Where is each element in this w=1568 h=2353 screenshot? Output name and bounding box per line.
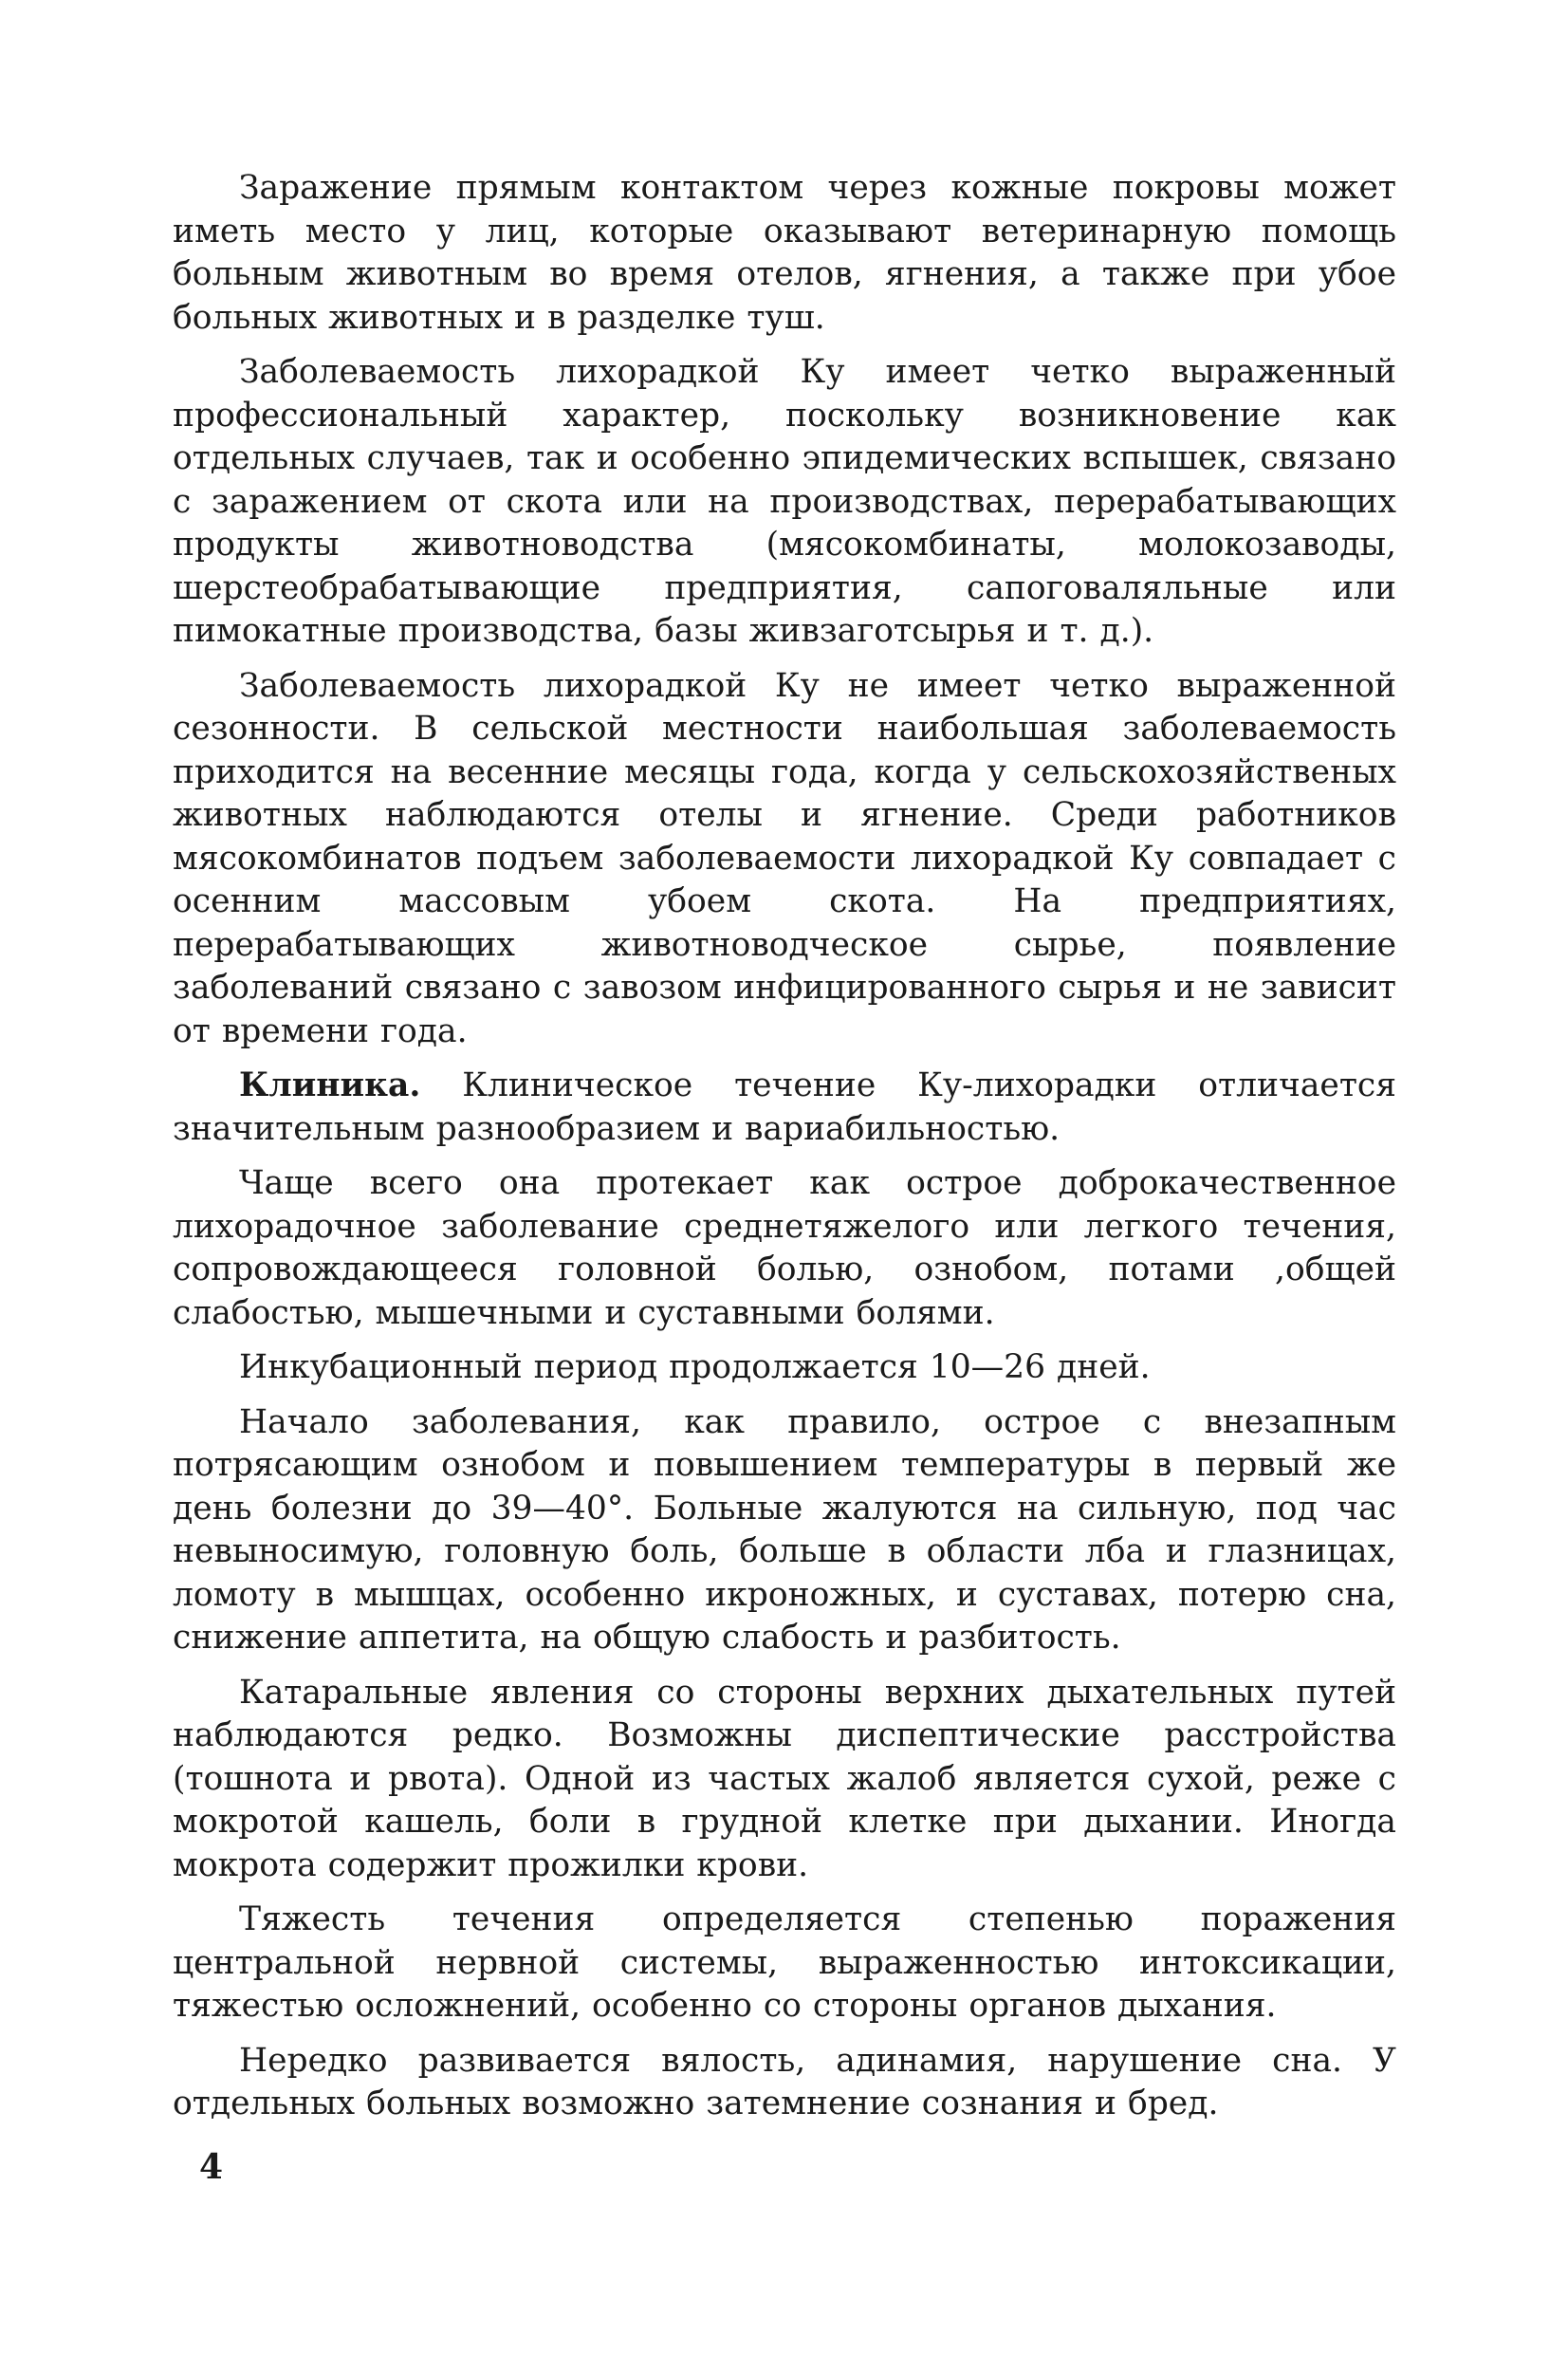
paragraph-severity: Тяжесть течения определяется степенью поражения центральной нервной системы, выраженностью интоксикации, тяжестью осложнений, особенно со стороны органов дыхания. (173, 1900, 1396, 2025)
paragraph-acute-course: Чаще всего она протекает как острое доброкачественное лихорадочное заболевание среднетяжелого или легкого течения, сопровождающееся головной болью, ознобом, потами ,общей слабостью, мышечными и суставными болями. (173, 1164, 1396, 1332)
page-body (173, 167, 1396, 2138)
paragraph-infection-contact: Заражение прямым контактом через кожные покровы может иметь место у лиц, которые оказывают ветеринарную помощь больным животным во время отелов, ягнения, а также при убое больных животных и в разделке туш. (173, 169, 1396, 337)
paragraph-lethargy: Нередко развивается вялость, адинамия, нарушение сна. У отдельных больных возможно затемнение сознания и бред. (173, 2041, 1396, 2122)
paragraph-seasonality: Заболеваемость лихорадкой Ку не имеет четко выраженной сезонности. В сельской местности наибольшая заболеваемость приходится на весенние месяцы года, когда у сельскохозяйственых животных наблюдаются отелы и ягнение. Среди работников мясокомбинатов подъем заболеваемости лихорадкой Ку совпадает с осенним массовым убоем скота. На предприятиях, перерабатывающих животноводческое сырье, появление заболеваний связано с завозом инфицированного сырья и не зависит от времени года. (173, 666, 1396, 1050)
paragraph-occupational-character: Заболеваемость лихорадкой Ку имеет четко выраженный профессиональный характер, поскольку возникновение как отдельных случаев, так и особенно эпидемических вспышек, связано с заражением от скота или на производствах, перерабатывающих продукты животноводства (мясокомбинаты, молокозаводы, шерстеобрабатывающие предприятия, сапоговаляльные или пимокатные производства, базы живзаготсырья и т. д.). (173, 353, 1396, 650)
paragraph-incubation: Инкубационный период продолжается 10—26 дней. (239, 1348, 1151, 1386)
paragraph-clinic-text: Клиническое течение Ку-лихорадки отличается значительным разнообразием и вариабильностью. (173, 1066, 1396, 1148)
page-number: 4 (199, 2147, 224, 2187)
paragraph-catarrhal: Катаральные явления со стороны верхних дыхательных путей наблюдаются редко. Возможны диспептические расстройства (тошнота и рвота). Одной из частых жалоб является сухой, реже с мокротой кашель, боли в грудной клетке при дыхании. Иногда мокрота содержит прожилки крови. (173, 1673, 1396, 1884)
section-heading-clinic: Клиника. (239, 1066, 421, 1104)
paragraph-clinic (173, 1065, 1396, 1151)
paragraph-onset: Начало заболевания, как правило, острое с внезапным потрясающим ознобом и повышением температуры в первый же день болезни до 39—40°. Больные жалуются на сильную, под час невыносимую, головную боль, больше в области лба и глазницах, ломоту в мышцах, особенно икроножных, и суставах, потерю сна, снижение аппетита, на общую слабость и разбитость. (173, 1402, 1396, 1657)
